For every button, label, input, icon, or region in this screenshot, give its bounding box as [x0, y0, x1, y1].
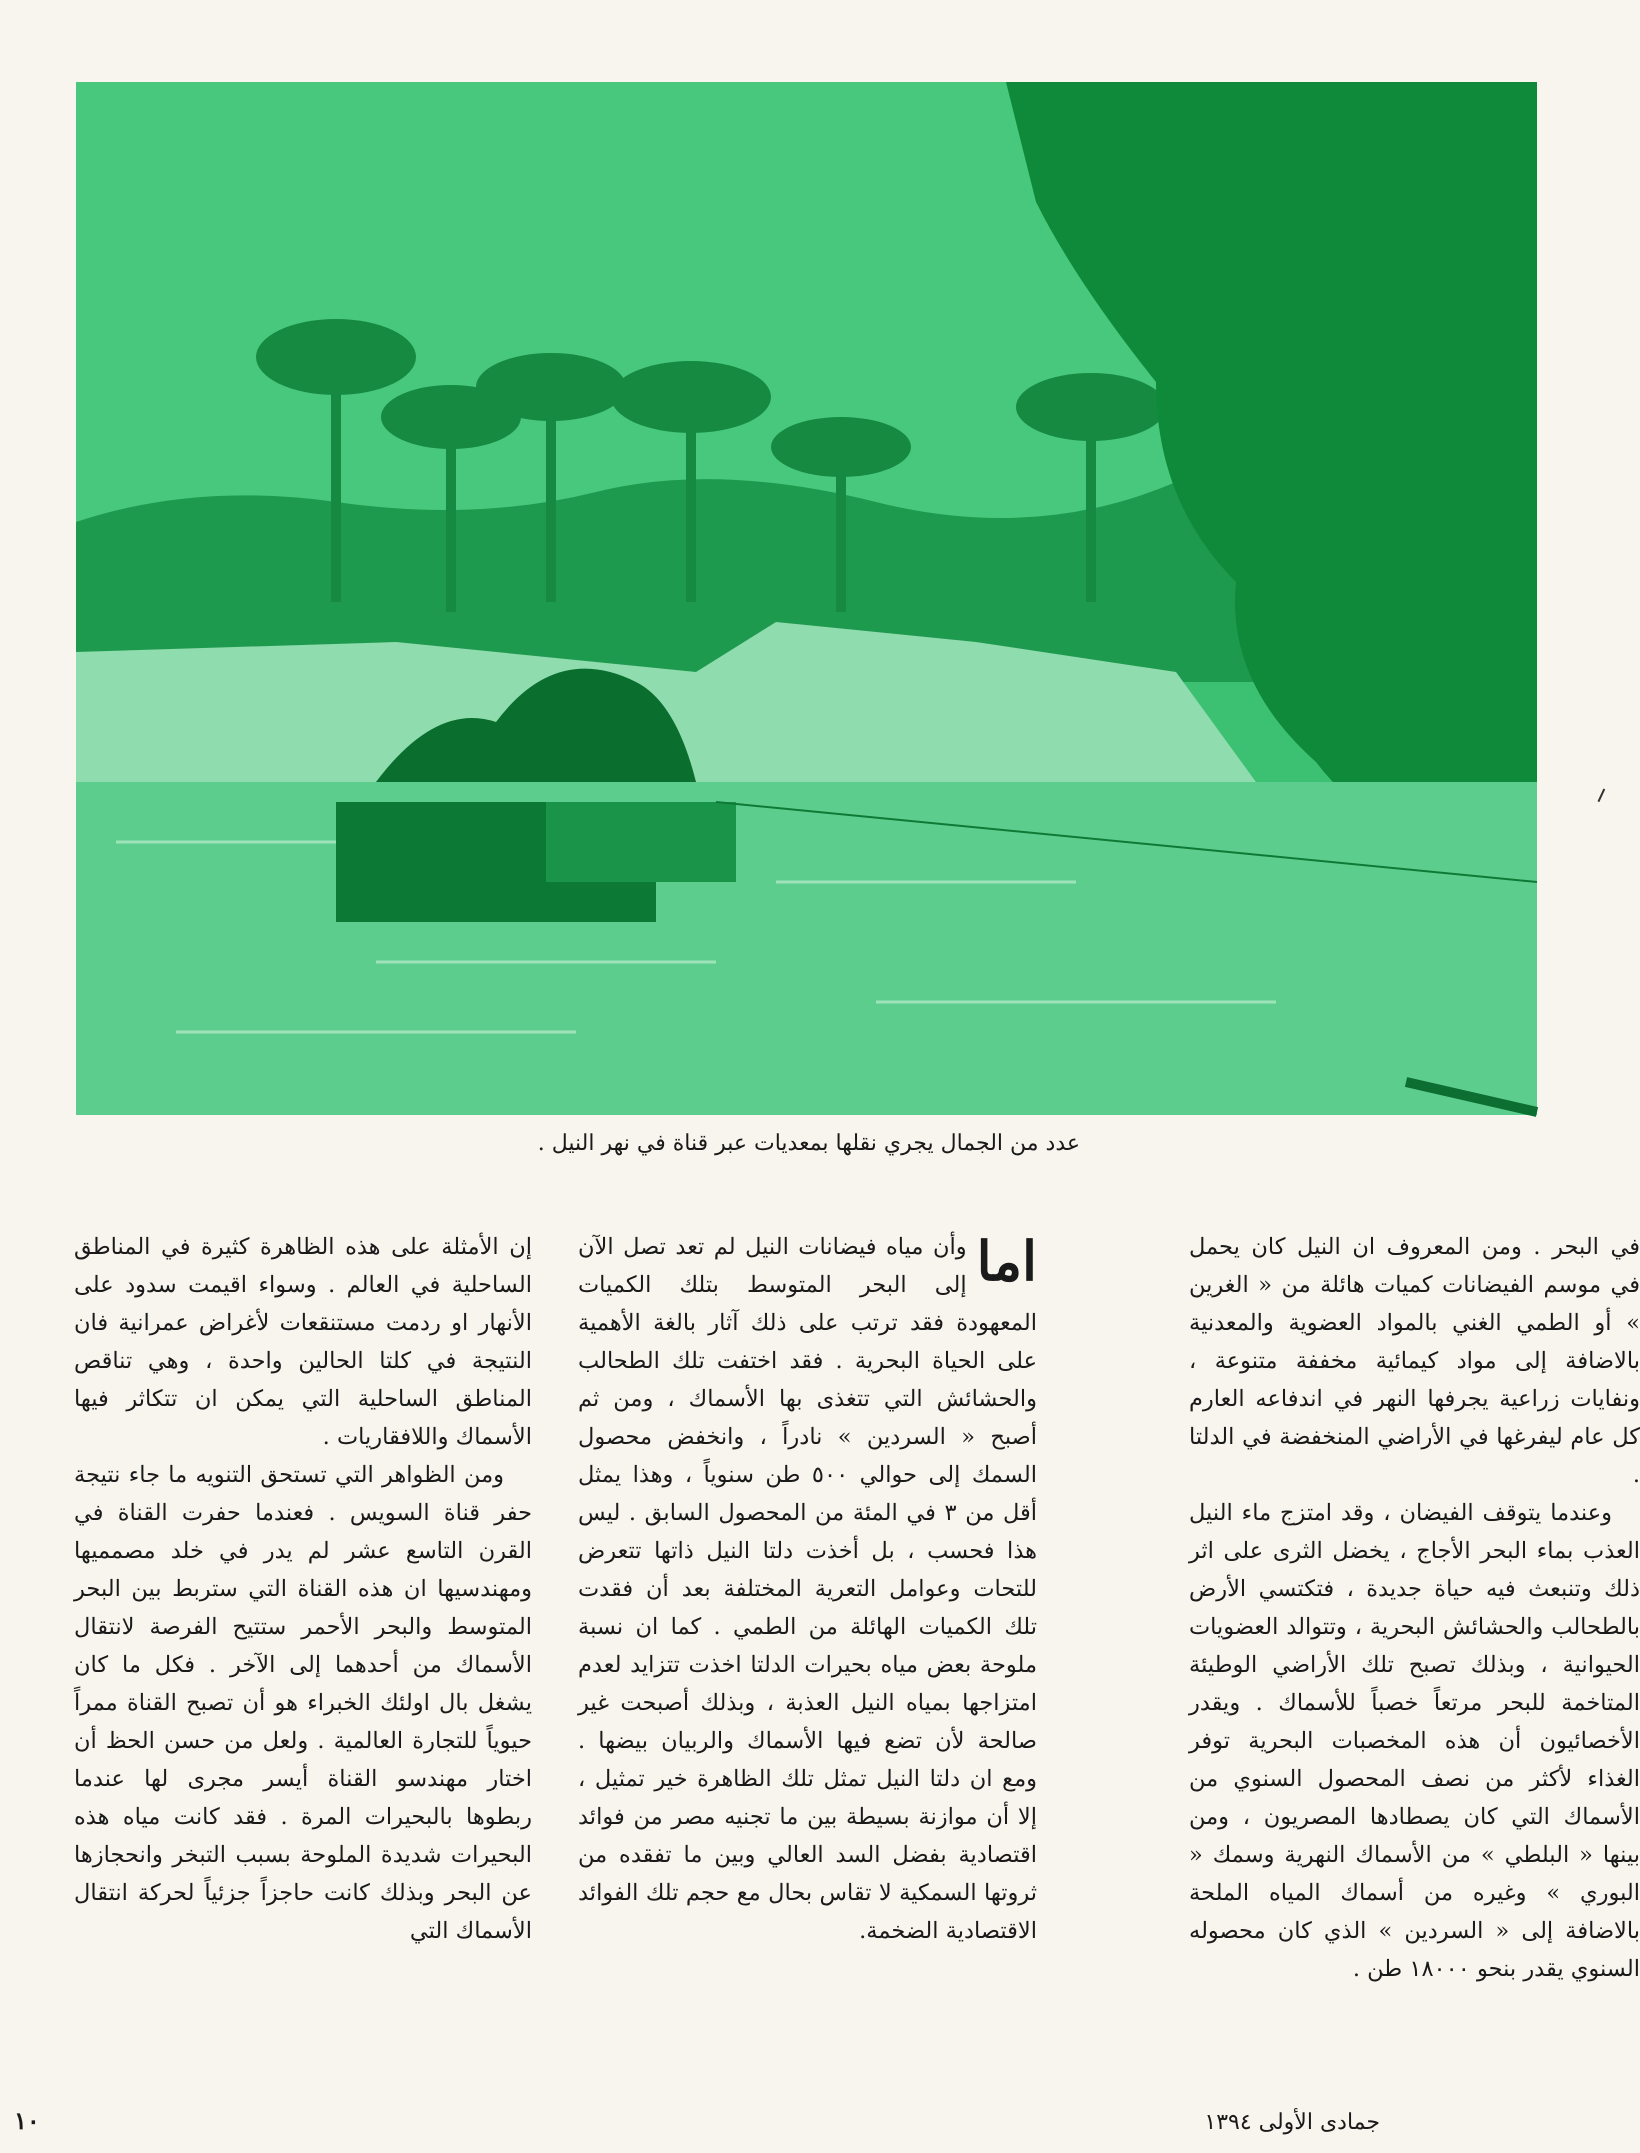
paragraph: وأن مياه فيضانات النيل لم تعد تصل الآن إلى البحر المتوسط بتلك الكميات المعهودة فقد ترتب على ذلك آثار بالغة الأهمية على الحياة البحرية . فقد اختفت تلك الطحالب والحشائش التي تتغذى بها الأسماك ، ومن ثم أصبح « السردين » نادراً ، وانخفض محصول السمك إلى حوالي ٥٠٠ طن سنوياً ، وهذا يمثل أقل من ٣ في المئة من المحصول السابق . ليس هذا فحسب ، بل أخذت دلتا النيل ذاتها تتعرض للتحات وعوامل التعرية المختلفة بعد أن فقدت تلك الكميات الهائلة من الطمي . كما ان نسبة ملوحة بعض مياه بحيرات الدلتا اخذت تتزايد لعدم امتزاجها بمياه النيل العذبة ، وبذلك أصبحت غير صالحة لأن تضع فيها الأسماك والربيان بيضها . ومع ان دلتا النيل تمثل تلك الظاهرة خير تمثيل ، إلا أن موازنة بسيطة بين ما تجنيه مصر من فوائد اقتصادية بفضل السد العالي وبين ما تفقده من ثروتها السمكية لا تقاس بحال مع حجم تلك الفوائد الاقتصادية الضخمة. [578, 1234, 1038, 1944]
photo-illustration [76, 82, 1537, 1115]
photo-caption: عدد من الجمال يجري نقلها بمعديات عبر قناة في نهر النيل . [537, 1131, 1080, 1156]
paragraph: إن الأمثلة على هذه الظاهرة كثيرة في المناطق الساحلية في العالم . وسواء اقيمت سدود على الأنهار او ردمت مستنقعات لأغراض عمرانية فان النتيجة في كلتا الحالين واحدة ، وهي تناقص المناطق الساحلية التي يمكن ان تتكاثر فيها الأسماك واللافقاريات . [74, 1234, 532, 1450]
ferry-deck [546, 802, 736, 882]
river-water [76, 782, 1537, 1115]
article-column-left [74, 1228, 532, 1944]
drop-cap: اما [976, 1229, 1037, 1293]
article-column-right [1189, 1228, 1640, 1982]
issue-date: جمادى الأولى ١٣٩٤ [1204, 2110, 1380, 2135]
paragraph: وعندما يتوقف الفيضان ، وقد امتزج ماء النيل العذب بماء البحر الأجاج ، يخضل الثرى على اثر ذلك وتنبعث فيه حياة جديدة ، فتكتسي الأرض بالطحالب والحشائش البحرية ، وتتوالد العضويات الحيوانية ، وبذلك تصبح تلك الأراضي الوطيئة المتاخمة للبحر مرتعاً خصباً للأسماك . ويقدر الأخصائيون أن هذه المخصبات البحرية توفر الغذاء لأكثر من نصف المحصول السنوي من الأسماك التي كان يصطادها المصريون ، ومن بينها « البلطي » من الأسماك النهرية وسمك « البوري » وغيره من أسماك المياه الملحة بالاضافة إلى « السردين » الذي كان محصوله السنوي يقدر بنحو ١٨٠٠٠ طن . [1189, 1500, 1640, 1982]
paragraph: ومن الظواهر التي تستحق التنويه ما جاء نتيجة حفر قناة السويس . فعندما حفرت القناة في القرن التاسع عشر لم يدر في خلد مصمميها ومهندسيها ان هذه القناة التي ستربط بين البحر المتوسط والبحر الأحمر ستتيح الفرصة لانتقال الأسماك من أحدهما إلى الآخر . فكل ما كان يشغل بال اولئك الخبراء هو أن تصبح القناة ممراً حيوياً للتجارة العالمية . ولعل من حسن الحظ أن اختار مهندسو القناة أيسر مجرى لها عندما ربطوها بالبحيرات المرة . فقد كانت مياه هذه البحيرات شديدة الملوحة بسبب التبخر وانحجازها عن البحر وبذلك كانت حاجزاً جزئياً لحركة انتقال الأسماك التي [74, 1462, 532, 1944]
margin-mark [1598, 789, 1613, 806]
article-column-middle [578, 1228, 1038, 1944]
ferry-camels-photo [76, 82, 1537, 1115]
page-number: ١٠ [14, 2106, 40, 2135]
paragraph: في البحر . ومن المعروف ان النيل كان يحمل في موسم الفيضانات كميات هائلة من « الغرين » أو الطمي الغني بالمواد العضوية والمعدنية بالاضافة إلى مواد كيمائية مخففة متنوعة ، ونفايات زراعية يجرفها النهر في اندفاعه العارم كل عام ليفرغها في الأراضي المنخفضة في الدلتا . [1189, 1234, 1640, 1488]
